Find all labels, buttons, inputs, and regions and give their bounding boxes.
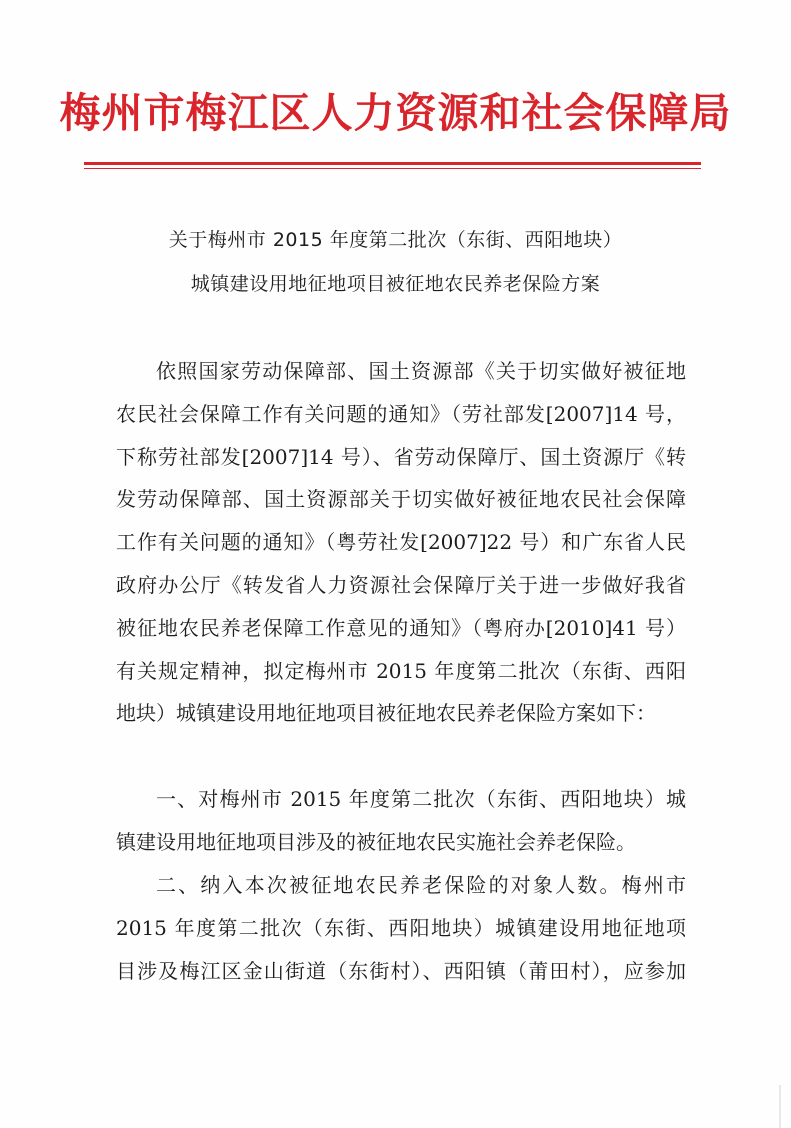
red-header-rule-thick xyxy=(84,162,701,165)
scan-edge-mark xyxy=(779,1085,781,1128)
paragraph-basis xyxy=(116,350,686,735)
paragraph-line: 二、纳入本次被征地农民养老保险的对象人数。梅州市 xyxy=(156,873,686,897)
paragraph-line: 地块）城镇建设用地征地项目被征地农民养老保险方案如下： xyxy=(116,701,656,726)
paragraph-line: 工作有关问题的通知》（粤劳社发[2007]22 号）和广东省人民 xyxy=(116,530,686,555)
red-header-rule-thin xyxy=(84,168,701,169)
paragraph-line: 被征地农民养老保障工作意见的通知》（粤府办[2010]41 号） xyxy=(116,615,686,640)
paragraph-line: 下称劳社部发[2007]14 号）、省劳动保障厅、国土资源厅《转 xyxy=(116,444,686,469)
paragraph-line: 目涉及梅江区金山街道（东街村）、西阳镇（莆田村），应参加 xyxy=(116,958,686,983)
paragraph-line: 政府办公厅《转发省人力资源社会保障厅关于进一步做好我省 xyxy=(116,572,686,597)
paragraph-item-one xyxy=(116,778,686,864)
document-title-line-1: 关于梅州市 2015 年度第二批次（东街、西阳地块） xyxy=(168,229,623,251)
paragraph-line: 有关规定精神，拟定梅州市 2015 年度第二批次（东街、西阳 xyxy=(116,658,686,683)
paragraph-line: 发劳动保障部、国土资源部关于切实做好被征地农民社会保障 xyxy=(116,487,686,512)
paragraph-line: 镇建设用地征地项目涉及的被征地农民实施社会养老保险。 xyxy=(116,829,636,854)
paragraph-line: 一、对梅州市 2015 年度第二批次（东街、西阳地块）城 xyxy=(156,787,686,811)
paragraph-line: 2015 年度第二批次（东街、西阳地块）城镇建设用地征地项 xyxy=(116,915,686,940)
paragraph-line: 依照国家劳动保障部、国土资源部《关于切实做好被征地 xyxy=(156,359,686,383)
paragraph-item-two xyxy=(116,864,686,992)
document-title-line-2: 城镇建设用地征地项目被征地农民养老保险方案 xyxy=(190,273,601,295)
paragraph-line: 农民社会保障工作有关问题的通知》（劳社部发[2007]14 号， xyxy=(116,401,686,426)
issuing-authority-header: 梅州市梅江区人力资源和社会保障局 xyxy=(59,89,732,137)
